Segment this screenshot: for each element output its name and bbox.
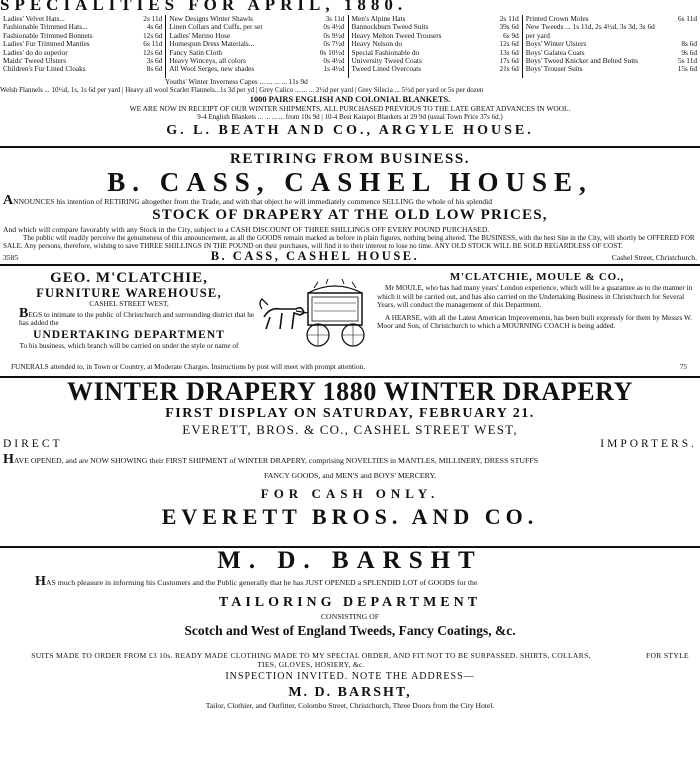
cass-announcement	[3, 193, 697, 208]
inspection-line: INSPECTION INVITED. NOTE THE ADDRESS—	[225, 671, 475, 682]
public-notice: The public will readily perceive the genuineness of this announcement, as all the GOODS remain marked as before in plain figures, nothing being altered. The BUSINESS, with the best Site in the City, will shortly be OFFERED FOR SALE. Any persons, therefore, wishing to save THREE SHILLINGS IN THE POUND on their purchases, will find it to their interest to lose no time. ANY OLD STOCK WILL BE SOLD REGARDLESS OF COST.	[3, 234, 695, 250]
everett-bros-big: EVERETT BROS. AND CO.	[161, 504, 539, 529]
item-name: Fancy Satin Cloth	[169, 47, 222, 57]
item-price: 12s 6d	[143, 47, 163, 57]
barsht-name: M. D. BARSHT	[217, 548, 483, 574]
receipt-line: WE ARE NOW IN RECEIPT OF OUR WINTER SHIPMENTS, ALL PURCHASED PREVIOUS TO THE LATE GREAT ADVANCES IN WOOL.	[129, 103, 571, 113]
undertaking-heading: UNDERTAKING DEPARTMENT	[33, 328, 225, 341]
item-price: 0s 7½d	[323, 39, 345, 49]
for-style: FOR STYLE	[646, 651, 689, 660]
mcclatchie-advert	[0, 266, 700, 376]
price-row	[526, 23, 697, 31]
mcclatchie-columns	[3, 266, 697, 362]
price-row	[169, 65, 344, 73]
item-name: Fashionable Trimmed Bonnets	[3, 30, 93, 40]
item-name: New Designs Winter Shawls	[169, 14, 253, 23]
item-price: 15s 6d	[677, 64, 697, 74]
fancy-goods: FANCY GOODS, and MEN'S and BOYS' MERCERY.	[263, 471, 437, 480]
barsht-advert	[0, 548, 700, 762]
item-name: All Wool Serges, new shades	[169, 64, 255, 74]
ad-reference: 3585	[3, 253, 19, 262]
mcclatchie-right	[375, 266, 697, 362]
mcclatchie-name: GEO. M'CLATCHIE,	[50, 270, 208, 286]
price-column-boys	[523, 15, 700, 78]
item-name: per yard	[525, 30, 550, 40]
street: CASHEL STREET WEST,	[89, 299, 169, 308]
price-column-mens	[349, 15, 523, 78]
cash-discount-line: And which will compare favorably with any Stock in the City, subject to a CASH DISCOUNT OF THREE SHILLINGS OFF EVERY POUND PURCHASED.	[3, 225, 490, 234]
english-blankets-line: 9-4 English Blankets ... ... ... ... from 10s 9d | 10-4 Best Kaiapoi Blankets at 29 9d (usual Town Price 37s 6d.)	[197, 112, 503, 121]
tailoring-department: TAILORING DEPARTMENT	[218, 595, 482, 610]
pleasure-text	[3, 574, 697, 589]
hearse-illustration	[255, 266, 375, 362]
item-name: Children's Fur Lined Cloaks	[3, 64, 86, 74]
item-price: 1s 4½d	[323, 64, 345, 74]
item-price: 12s 6d	[143, 30, 163, 40]
hearse-text: A HEARSE, with all the Latest American Improvements, has been built expressly for them by Messrs W. Moor and Son, of Christchurch to which a MOURNING COACH is being added.	[377, 312, 693, 330]
specialities-advert	[0, 0, 700, 146]
item-name: Heavy Winceys, all colors	[169, 56, 246, 66]
item-price: 39s 6d	[499, 22, 519, 32]
cass-advert	[0, 148, 700, 264]
drop-initial: A	[3, 193, 14, 208]
cass-address: Cashel Street, Christchurch.	[611, 253, 697, 262]
item-name: Men's Alpine Hats	[351, 14, 406, 23]
drop-initial: B	[19, 305, 29, 321]
item-price: 6s 11d	[678, 14, 697, 23]
barsht-name-footer: M. D. BARSHT,	[288, 685, 412, 700]
item-name: Linen Collars and Cuffs, per set	[169, 22, 263, 32]
cass-footer	[3, 250, 697, 264]
price-column-ladies	[0, 15, 166, 78]
price-row	[526, 65, 697, 73]
price-column-dress	[166, 15, 348, 78]
item-name: New Tweeds ... 1s 11d, 2s 4½d, 3s 3d, 3s 6d	[525, 22, 655, 32]
suits-text: SUITS MADE TO ORDER FROM £3 10s. READY MADE CLOTHING MADE TO MY SPECIAL ORDER, AND FIT NOT TO BE SURPASSED. SHIRTS, COLLARS, TIES, GLOVES, HOSIERY, &c.	[31, 651, 591, 669]
opened-body: AVE OPENED, and are NOW SHOWING their FIRST SHIPMENT of WINTER DRAPERY, comprising NOVELTIES in MANTLES, MILLINERY, DRESS STUFFS	[13, 456, 539, 465]
item-name: Boys' Galatea Coats	[525, 47, 585, 57]
item-price: 0s 9½d	[323, 30, 345, 40]
item-price: 4s 6d	[146, 22, 163, 32]
price-row	[3, 65, 162, 73]
item-price: 12s 6d	[499, 39, 519, 49]
opened-text	[3, 452, 697, 467]
price-columns	[0, 15, 700, 78]
item-name: Boys' Tweed Knicker and Belted Suits	[525, 56, 639, 66]
item-name: Ladies' Fur Trimmed Mantles	[3, 39, 90, 49]
stock-heading: STOCK OF DRAPERY AT THE OLD LOW PRICES,	[152, 207, 548, 223]
item-price: 8s 6d	[146, 64, 163, 74]
item-name: Ladies' Merino Hose	[169, 30, 231, 40]
drop-initial: H	[3, 452, 14, 467]
hearse-icon	[256, 279, 374, 349]
youths-line: Youths' Winter Inverness Capes ... ... ... ... 11s 9d	[165, 77, 308, 86]
item-price: 13s 6d	[499, 47, 519, 57]
item-name: Heavy Melton Tweed Trousers	[351, 30, 442, 40]
item-name: Maids' Tweed Ulsters	[3, 56, 67, 66]
item-price: 3s 6d	[146, 56, 163, 66]
begs-body: EGS to intimate to the public of Christchurch and surrounding district that he has added the	[19, 309, 255, 327]
funerals-text: FUNERALS attended to, in Town or Country, at Moderate Charges. Instructions by post will meet with prompt attention.	[11, 362, 366, 371]
item-price: 5s 11d	[678, 56, 697, 66]
item-price: 3s 11d	[325, 14, 345, 23]
item-price: 6s 11d	[143, 39, 163, 49]
business-text: To his business, which branch will be carried on under the style or name of	[19, 340, 239, 350]
winter-drapery-advert	[0, 378, 700, 546]
item-name: Fashionable Trimmed Hats...	[3, 22, 88, 32]
first-display: FIRST DISPLAY ON SATURDAY, FEBRUARY 21.	[165, 406, 535, 421]
item-price: 2s 11d	[143, 14, 163, 23]
blankets-line: 1000 PAIRS ENGLISH AND COLONIAL BLANKETS.	[249, 94, 451, 104]
item-price: 0s 10½d	[319, 47, 345, 57]
goods-line: Scotch and West of England Tweeds, Fancy Coatings, &c.	[184, 623, 516, 638]
importers-word: IMPORTERS.	[600, 438, 697, 450]
item-name: Tweed Lined Overcoats	[351, 64, 422, 74]
item-price: 0s 4½d	[323, 56, 345, 66]
direct-importers	[3, 437, 697, 451]
retiring-heading: RETIRING FROM BUSINESS.	[230, 151, 470, 167]
ad-reference: 75	[679, 362, 687, 371]
specialities-heading: SPECIALITIES FOR APRIL, 1880.	[0, 0, 408, 14]
item-price: 8s 6d	[681, 39, 697, 49]
funerals-line	[3, 362, 697, 372]
begs-text	[3, 305, 255, 328]
suits-line	[3, 651, 697, 669]
item-name: Bannockburn Tweed Suits	[351, 22, 429, 32]
pleasure-body: AS much pleasure in informing his Customers and the Public generally that he has JUST OPENED a SPLENDID LOT of GOODS for the	[45, 578, 478, 587]
cass-name: B. CASS, CASHEL HOUSE,	[107, 167, 593, 197]
for-cash-only: FOR CASH ONLY.	[260, 486, 440, 501]
item-price: 6s 9d	[503, 30, 519, 40]
firm-heading: M'CLATCHIE, MOULE & CO.,	[449, 271, 625, 283]
furniture-warehouse: FURNITURE WAREHOUSE,	[36, 286, 222, 300]
item-price: 9s 6d	[681, 47, 697, 57]
announce-text: NNOUNCES his intention of RETIRING altogether from the Trade, and with that object he will immediately commence SELLING the whole of his splendid	[13, 197, 493, 206]
item-name: Ladies' do do superior	[3, 47, 68, 57]
everett-firm-line: EVERETT, BROS. & CO., CASHEL STREET WEST,	[182, 422, 518, 437]
item-price: 0s 4½d	[323, 22, 345, 32]
item-name: Printed Crown Moles	[525, 14, 589, 23]
beath-firm-name: G. L. BEATH AND CO., ARGYLE HOUSE.	[166, 122, 534, 138]
moule-text: Mr MOULE, who has had many years' London experience, which will be a guarantee as to the manner in which it will be carried out, and has also carried on the Undertaking Business in Christchurch for Several Years, will conduct the management of this Department.	[377, 283, 693, 309]
cass-footer-name: B. CASS, CASHEL HOUSE.	[210, 249, 420, 263]
item-name: Boys' Trouser Suits	[525, 64, 583, 74]
price-row	[352, 65, 519, 73]
item-name: Ladies' Velvet Hats...	[3, 14, 65, 23]
item-name: Boys' Winter Ulsters	[525, 39, 587, 49]
winter-drapery-headline: WINTER DRAPERY 1880 WINTER DRAPERY	[66, 378, 634, 406]
direct-word: DIRECT	[3, 438, 63, 450]
item-name: Homespun Dress Materials...	[169, 39, 255, 49]
item-name: Heavy Nelson do	[351, 39, 403, 49]
drop-initial: H	[35, 574, 46, 589]
item-name: University Tweed Coats	[351, 56, 422, 66]
barsht-address: Tailor, Clothier, and Outfitter, Colombo Street, Christchurch, Three Doors from the City Hotel.	[205, 701, 495, 710]
mcclatchie-left	[3, 266, 255, 362]
item-price: 17s 6d	[499, 56, 519, 66]
flannel-line: Welsh Flannels ... 10½d, 1s, 1s 6d per yard | Heavy all wool Scarlet Flannels...1s 3d per yd | Grey Calico ... ... ... 2½d per yard | Grey Silecia ... 5½d per yard or 5s per dozen	[0, 86, 484, 95]
item-price: 2s 11d	[499, 14, 519, 23]
consisting-of: CONSISTING OF	[320, 612, 380, 621]
item-name: Special Fashionable do	[351, 47, 420, 57]
item-price: 21s 6d	[499, 64, 519, 74]
